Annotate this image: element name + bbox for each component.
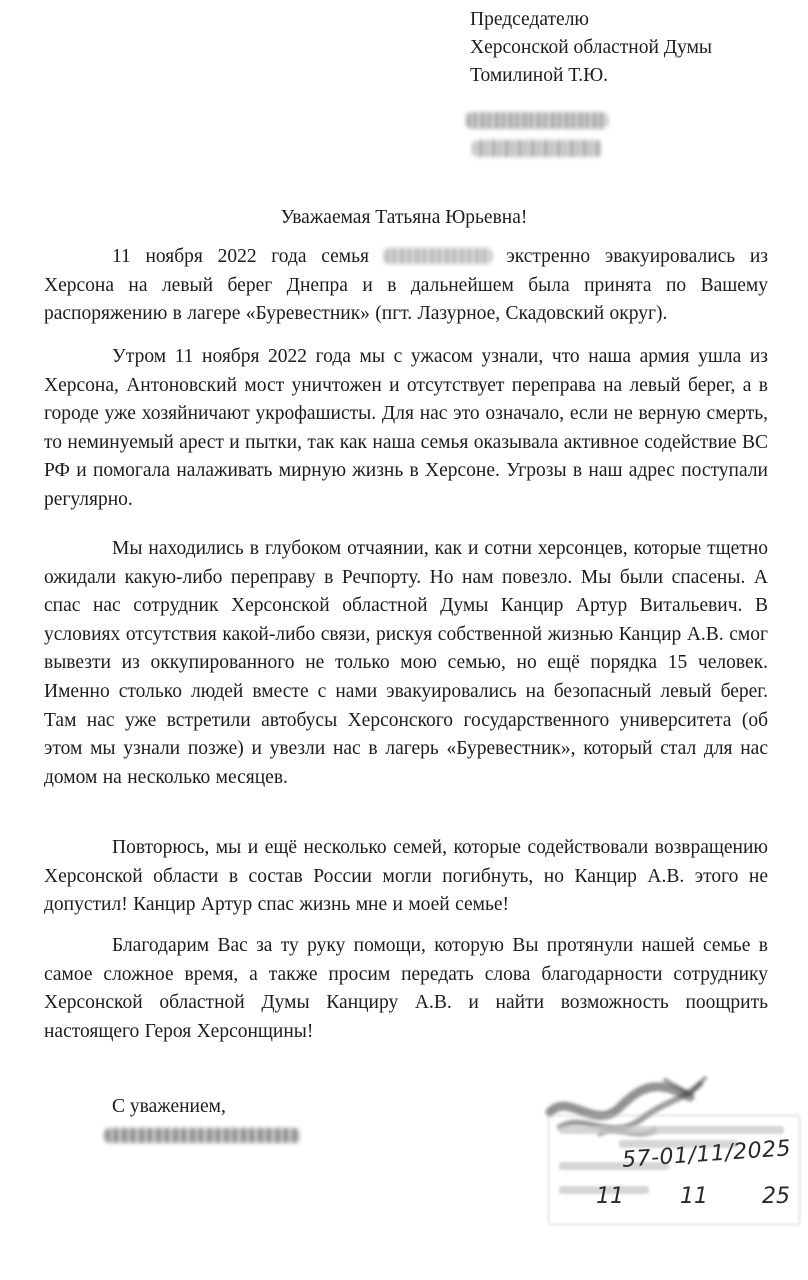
registration-date-month: 11 <box>680 1184 708 1209</box>
redacted-family-name <box>384 248 492 264</box>
addressee-line-2: Херсонской областной Думы <box>470 37 713 58</box>
paragraph-2: Утром 11 ноября 2022 года мы с ужасом узнали, что наша армия ушла из Херсона, Антоновский мост уничтожен и отсутствует переправа на левый берег, а в городе уже хозяйничают укрофашисты. Для нас это означало, если не верную смерть, то неминуемый арест и пытки, так как наша семья оказывала активное содействие ВС РФ и помогала налаживать мирную жизнь в Херсоне. Угрозы в наш адрес поступали регулярно. <box>44 346 768 510</box>
paragraph-1-end: экстренно эвакуировались из Херсона на левый берег Днепра и в дальнейшем была принята по Вашему распоряжению в лагере «Буревестник» (пгт. Лазурное, Скадовский округ). <box>44 246 768 325</box>
paragraph-1 <box>44 243 768 329</box>
redacted-incoming-stamp-line-1 <box>466 112 608 129</box>
closing: С уважением, <box>112 1096 226 1117</box>
salutation: Уважаемая Татьяна Юрьевна! <box>280 207 528 228</box>
addressee-line-1: Председателю <box>470 9 589 30</box>
redacted-sender-name <box>104 1128 300 1143</box>
addressee-line-3: Томилиной Т.Ю. <box>470 65 609 86</box>
paragraph-3: Мы находились в глубоком отчаянии, как и сотни херсонцев, которые тщетно ожидали какую-либо переправу в Речпорту. Но нам повезло. Мы были спасены. А спас нас сотрудник Херсонской областной Думы Канцир Артур Витальевич. В условиях отсутствия какой-либо связи, рискуя собственной жизнью Канцир А.В. смог вывезти из оккупированного не только мою семью, но ещё порядка 15 человек. Именно столько людей вместе с нами эвакуировались на безопасный левый берег. Там нас уже встретили автобусы Херсонского государственного университета (об этом мы узнали позже) и увезли нас в лагерь «Буревестник», который стал для нас домом на несколько месяцев. <box>44 538 768 788</box>
registration-date-day: 11 <box>596 1184 624 1209</box>
redacted-incoming-stamp-line-2 <box>472 140 602 157</box>
registration-date-year: 25 <box>762 1184 790 1209</box>
paragraph-4: Повторюсь, мы и ещё несколько семей, которые содействовали возвращению Херсонской области в состав России могли погибнуть, но Канцир А.В. этого не допустил! Канцир Артур спас жизнь мне и моей семье! <box>44 837 768 916</box>
paragraph-1-start: 11 ноября 2022 года семья <box>112 246 369 267</box>
addressee-block <box>470 6 712 90</box>
paragraph-5: Благодарим Вас за ту руку помощи, которую Вы протянули нашей семье в самое сложное время, а также просим передать слова благодарности сотруднику Херсонской областной Думы Канциру А.В. и найти возможность поощрить настоящего Героя Херсонщины! <box>44 935 768 1042</box>
registration-number: 57-01/11/2025 <box>621 1136 792 1173</box>
